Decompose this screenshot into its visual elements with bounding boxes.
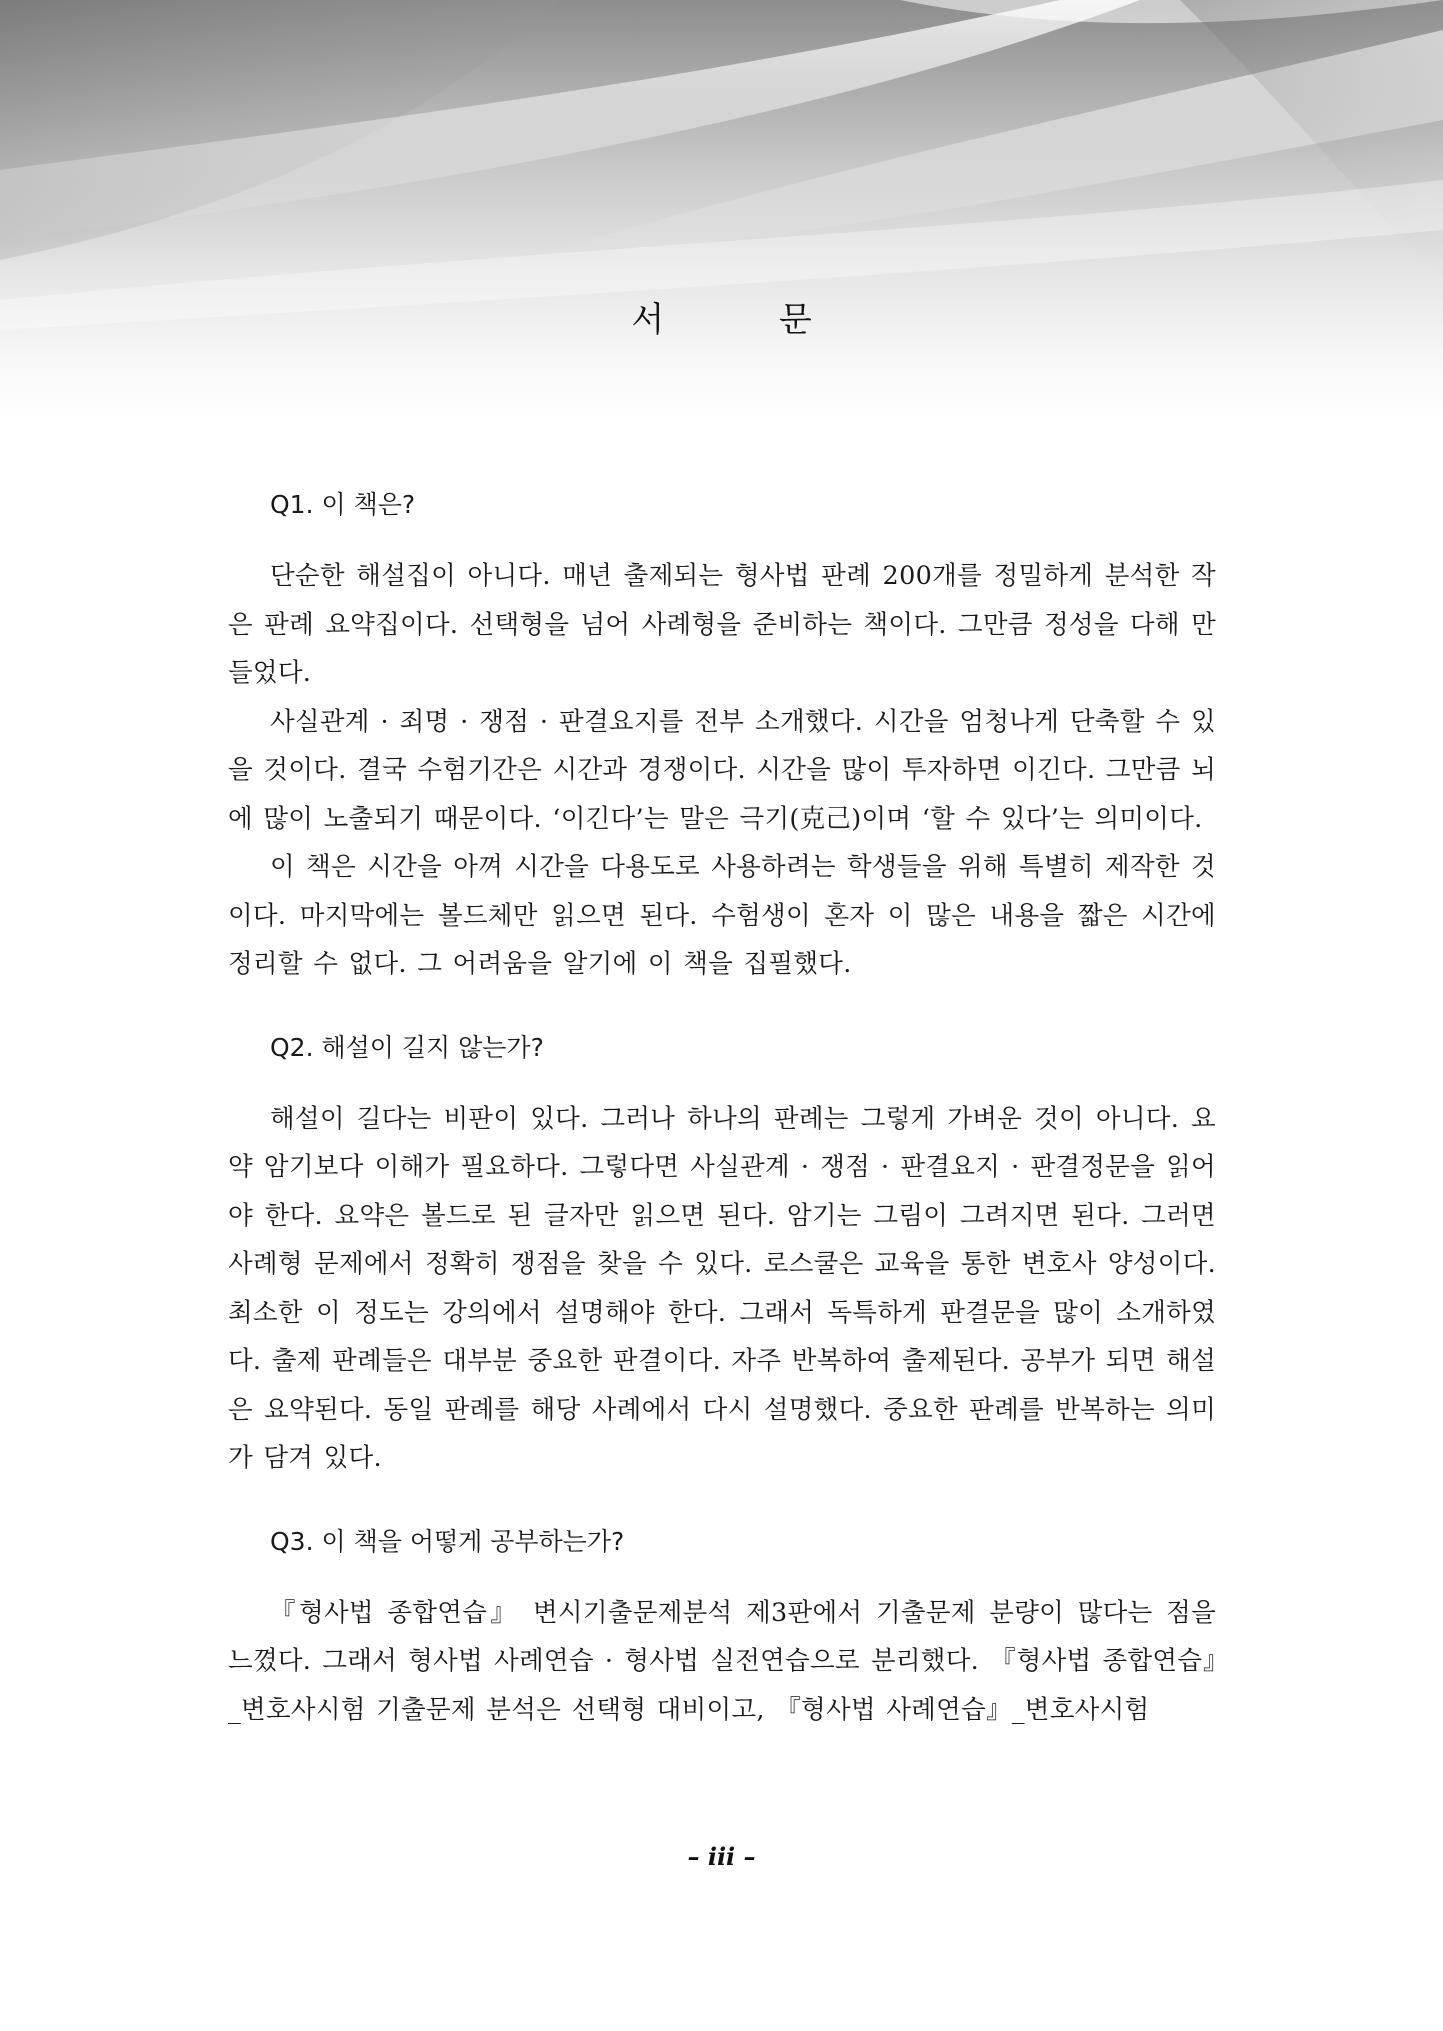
page-number: – iii – [687,1842,756,1871]
question-heading: Q3. 이 책을 어떻게 공부하는가? [270,1526,625,1556]
paragraph: 사실관계 · 죄명 · 쟁점 · 판결요지를 전부 소개했다. 시간을 엄청나게 단축할 수 있을 것이다. 결국 수험기간은 시간과 경쟁이다. 시간을 많이 투자하면 이긴다. 그만큼 뇌에 많이 노출되기 때문이다. ‘이긴다’는 말은 극기(克己)이며 ‘할 수 있다’는 의미이다. [228,706,1216,834]
paragraph: 단순한 해설집이 아니다. 매년 출제되는 형사법 판례 200개를 정밀하게 분석한 작은 판례 요약집이다. 선택형을 넘어 사례형을 준비하는 책이다. 그만큼 정성을 다해 만들었다. [228,561,1216,688]
section-q3 [228,1517,1216,1735]
page-title: 서 문 [631,300,864,340]
question-heading: Q2. 해설이 길지 않는가? [270,1032,544,1062]
header-decoration [0,0,1443,420]
paragraph: 이 책은 시간을 아껴 시간을 다용도로 사용하려는 학생들을 위해 특별히 제작한 것이다. 마지막에는 볼드체만 읽으면 된다. 수험생이 혼자 이 많은 내용을 짧은 시간에 정리할 수 없다. 그 어려움을 알기에 이 책을 집필했다. [228,852,1216,979]
paragraph: 해설이 길다는 비판이 있다. 그러나 하나의 판례는 그렇게 가벼운 것이 아니다. 요약 암기보다 이해가 필요하다. 그렇다면 사실관계 · 쟁점 · 판결요지 · 판결정문을 읽어야 한다. 요약은 볼드로 된 글자만 읽으면 된다. 암기는 그림이 그려지면 된다. 그러면 사례형 문제에서 정확히 쟁점을 찾을 수 있다. 로스쿨은 교육을 통한 변호사 양성이다. 최소한 이 정도는 강의에서 설명해야 한다. 그래서 독특하게 판결문을 많이 소개하였다. 출제 판례들은 대부분 중요한 판결이다. 자주 반복하여 출제된다. 공부가 되면 해설은 요약된다. 동일 판례를 해당 사례에서 다시 설명했다. 중요한 판례를 반복하는 의미가 담겨 있다. [228,1103,1216,1473]
document-body [228,480,1216,1768]
swoosh-graphic [0,0,1443,420]
section-q2 [228,1023,1216,1483]
section-q1 [228,480,1216,989]
question-heading: Q1. 이 책은? [270,490,416,519]
paragraph: 『형사법 종합연습』 변시기출문제분석 제3판에서 기출문제 분량이 많다는 점을 느꼈다. 그래서 형사법 사례연습 · 형사법 실전연습으로 분리했다. 『형사법 종합연습』_변호사시험 기출문제 분석은 선택형 대비이고, 『형사법 사례연습』_변호사시험 [228,1597,1216,1725]
